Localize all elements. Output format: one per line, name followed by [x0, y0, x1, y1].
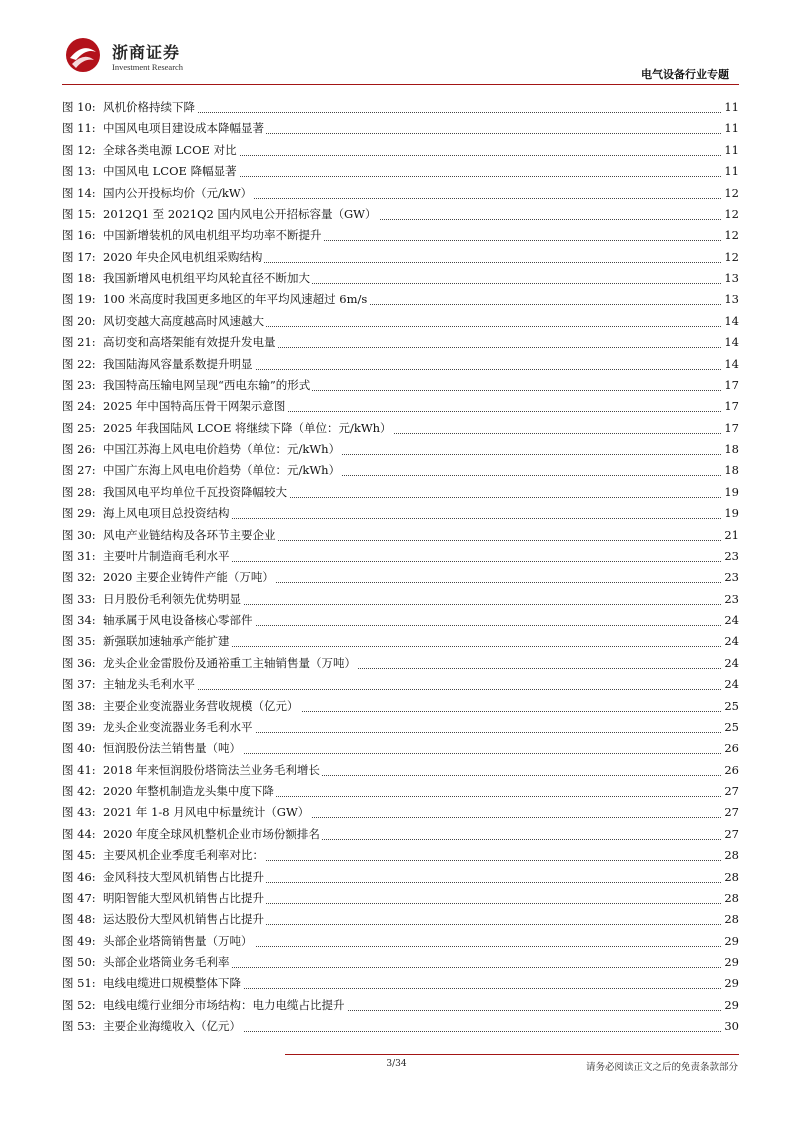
toc-page-number: 19: [722, 482, 739, 503]
toc-figure-label: 图 22:: [62, 356, 96, 371]
toc-page-number: 14: [722, 311, 739, 332]
toc-entry[interactable]: [62, 289, 739, 310]
toc-entry[interactable]: [62, 717, 739, 738]
toc-figure-title: 2020 年央企风电机组采购结构: [103, 247, 264, 268]
toc-page-number: 19: [722, 503, 739, 524]
toc-figure-label: 图 50:: [62, 955, 96, 969]
toc-page-number: 18: [722, 439, 739, 460]
toc-figure-label: 图 53:: [62, 1019, 96, 1034]
toc-figure-title: 中国广东海上风电电价趋势（单位：元/kWh）: [103, 460, 342, 481]
toc-entry[interactable]: [62, 802, 739, 823]
toc-page-number: 29: [722, 995, 739, 1016]
toc-page-number: 23: [722, 546, 739, 567]
toc-page-number: 14: [722, 354, 739, 375]
toc-figure-label: 图 17:: [62, 249, 96, 264]
toc-page-number: 11: [722, 118, 739, 139]
toc-figure-title: 海上风电项目总投资结构: [103, 503, 232, 524]
toc-figure-label: 图 39:: [62, 719, 96, 734]
toc-figure-title: 新强联加速轴承产能扩建: [103, 631, 232, 652]
toc-page-number: 18: [722, 460, 739, 481]
toc-figure-title: 中国风电 LCOE 降幅显著: [103, 161, 239, 182]
toc-figure-title: 2018 年来恒润股份塔筒法兰业务毛利增长: [103, 760, 322, 781]
toc-entry[interactable]: [62, 589, 739, 610]
toc-figure-title: 明阳智能大型风机销售占比提升: [103, 888, 266, 909]
toc-figure-title: 2025 年中国特高压骨干网架示意图: [103, 396, 287, 417]
toc-entry[interactable]: [62, 482, 739, 503]
toc-entry[interactable]: [62, 332, 739, 353]
toc-figure-title: 我国陆海风容量系数提升明显: [103, 354, 255, 375]
toc-entry[interactable]: [62, 824, 739, 845]
toc-figure-label: 图 29:: [62, 506, 96, 521]
toc-page-number: 23: [722, 589, 739, 610]
toc-figure-title: 全球各类电源 LCOE 对比: [103, 140, 239, 161]
toc-entry[interactable]: [62, 439, 739, 460]
company-name: 浙商证券: [112, 43, 181, 62]
toc-page-number: 28: [722, 867, 739, 888]
toc-figure-title: 日月股份毛利领先优势明显: [103, 589, 243, 610]
toc-figure-title: 主要风机企业季度毛利率对比：: [103, 845, 266, 866]
toc-figure-label: 图 52:: [62, 997, 96, 1012]
toc-figure-title: 主要企业海缆收入（亿元）: [103, 1016, 243, 1037]
disclaimer-text: 请务必阅读正文之后的免责条款部分: [585, 1062, 738, 1073]
document-title: 电气设备行业专题: [641, 68, 729, 81]
toc-page-number: 27: [722, 802, 739, 823]
toc-page-number: 25: [722, 696, 739, 717]
header-divider: [62, 84, 739, 85]
toc-figure-label: 图 15:: [62, 206, 96, 221]
toc-entry[interactable]: [62, 781, 739, 802]
toc-figure-label: 图 48:: [62, 912, 96, 927]
toc-page-number: 29: [722, 952, 739, 973]
toc-figure-title: 2020 主要企业铸件产能（万吨）: [103, 567, 276, 588]
toc-entry[interactable]: [62, 696, 739, 717]
toc-page-number: 27: [722, 781, 739, 802]
toc-figure-label: 图 35:: [62, 634, 96, 649]
toc-figure-title: 风电产业链结构及各环节主要企业: [103, 525, 278, 546]
toc-page-number: 12: [722, 247, 739, 268]
toc-entry[interactable]: [62, 653, 739, 674]
toc-entry[interactable]: [62, 183, 739, 204]
toc-figure-label: 图 19:: [62, 292, 96, 307]
toc-page-number: 24: [722, 610, 739, 631]
toc-figure-label: 图 34:: [62, 613, 96, 627]
toc-figure-title: 头部企业塔筒业务毛利率: [103, 952, 232, 973]
toc-figure-title: 主轴龙头毛利水平: [103, 674, 197, 695]
toc-figure-title: 轴承属于风电设备核心零部件: [103, 610, 255, 631]
toc-figure-label: 图 37:: [62, 677, 96, 692]
toc-entry[interactable]: [62, 546, 739, 567]
toc-figure-label: 图 30:: [62, 527, 96, 542]
toc-page-number: 12: [722, 225, 739, 246]
toc-entry[interactable]: [62, 760, 739, 781]
toc-page-number: 28: [722, 909, 739, 930]
toc-entry[interactable]: [62, 247, 739, 268]
toc-figure-title: 龙头企业变流器业务毛利水平: [103, 717, 255, 738]
toc-figure-title: 2012Q1 至 2021Q2 国内风电公开招标容量（GW）: [103, 204, 379, 225]
toc-figure-title: 2020 年度全球风机整机企业市场份额排名: [103, 824, 322, 845]
toc-figure-title: 100 米高度时我国更多地区的年平均风速超过 6m/s: [103, 289, 369, 310]
footer-divider: [285, 1054, 739, 1055]
toc-page-number: 24: [722, 631, 739, 652]
toc-figure-title: 龙头企业金雷股份及通裕重工主轴销售量（万吨）: [103, 653, 358, 674]
toc-figure-title: 风切变越大高度越高时风速越大: [103, 311, 266, 332]
toc-figure-title: 中国风电项目建设成本降幅显著: [103, 118, 266, 139]
toc-entry[interactable]: [62, 118, 739, 139]
toc-page-number: 27: [722, 824, 739, 845]
toc-figure-label: 图 49:: [62, 933, 96, 948]
toc-figure-title: 国内公开投标均价（元/kW）: [103, 183, 254, 204]
toc-page-number: 30: [722, 1016, 739, 1037]
toc-figure-title: 风机价格持续下降: [103, 97, 197, 118]
toc-figure-label: 图 41:: [62, 762, 96, 777]
company-subtitle: Investment Research: [112, 62, 184, 72]
toc-figure-label: 图 26:: [62, 442, 96, 456]
toc-figure-label: 图 43:: [62, 805, 96, 820]
toc-entry[interactable]: [62, 631, 739, 652]
toc-figure-label: 图 45:: [62, 848, 96, 863]
toc-figure-label: 图 31:: [62, 548, 96, 563]
toc-entry[interactable]: [62, 311, 739, 332]
toc-figure-title: 头部企业塔筒销售量（万吨）: [103, 931, 255, 952]
toc-figure-title: 运达股份大型风机销售占比提升: [103, 909, 266, 930]
toc-figure-label: 图 24:: [62, 399, 96, 414]
toc-entry[interactable]: [62, 973, 739, 994]
toc-entry[interactable]: [62, 204, 739, 225]
toc-figure-label: 图 23:: [62, 377, 96, 392]
toc-figure-label: 图 40:: [62, 741, 96, 756]
toc-entry[interactable]: [62, 418, 739, 439]
toc-figure-label: 图 32:: [62, 570, 96, 585]
toc-page-number: 24: [722, 674, 739, 695]
toc-figure-title: 主要叶片制造商毛利水平: [103, 546, 232, 567]
toc-figure-label: 图 18:: [62, 271, 96, 285]
toc-page-number: 23: [722, 567, 739, 588]
toc-entry[interactable]: [62, 140, 739, 161]
toc-figure-title: 我国新增风电机组平均风轮直径不断加大: [103, 268, 312, 289]
toc-page-number: 29: [722, 931, 739, 952]
toc-figure-label: 图 46:: [62, 869, 96, 884]
toc-entry[interactable]: [62, 995, 739, 1016]
toc-figure-label: 图 27:: [62, 463, 96, 478]
toc-figure-label: 图 44:: [62, 826, 96, 841]
toc-figure-title: 2020 年整机制造龙头集中度下降: [103, 781, 276, 802]
toc-figure-title: 中国江苏海上风电电价趋势（单位：元/kWh）: [103, 439, 342, 460]
toc-entry[interactable]: [62, 845, 739, 866]
toc-entry[interactable]: [62, 396, 739, 417]
toc-entry[interactable]: [62, 867, 739, 888]
toc-figure-label: 图 16:: [62, 228, 96, 243]
toc-entry[interactable]: [62, 460, 739, 481]
toc-figure-label: 图 25:: [62, 420, 96, 435]
toc-figure-label: 图 12:: [62, 142, 96, 157]
toc-figure-title: 电线电缆进口规模整体下降: [103, 973, 243, 994]
toc-entry[interactable]: [62, 97, 739, 118]
toc-entry[interactable]: [62, 1016, 739, 1037]
toc-entry[interactable]: [62, 225, 739, 246]
toc-figure-title: 我国风电平均单位千瓦投资降幅较大: [103, 482, 289, 503]
toc-page-number: 25: [722, 717, 739, 738]
toc-page-number: 11: [722, 97, 739, 118]
toc-figure-title: 金风科技大型风机销售占比提升: [103, 867, 266, 888]
toc-figure-label: 图 13:: [62, 164, 96, 179]
toc-figure-title: 我国特高压输电网呈现“西电东输”的形式: [103, 375, 312, 396]
toc-page-number: 24: [722, 653, 739, 674]
toc-figure-label: 图 38:: [62, 698, 96, 713]
toc-page-number: 26: [722, 738, 739, 759]
toc-figure-label: 图 42:: [62, 784, 96, 798]
toc-page-number: 17: [722, 375, 739, 396]
toc-page-number: 11: [722, 161, 739, 182]
toc-figure-label: 图 14:: [62, 185, 96, 200]
toc-entry[interactable]: [62, 610, 739, 631]
toc-page-number: 21: [722, 525, 739, 546]
toc-page-number: 13: [722, 268, 739, 289]
toc-entry[interactable]: [62, 503, 739, 524]
toc-entry[interactable]: [62, 674, 739, 695]
toc-figure-label: 图 20:: [62, 313, 96, 328]
toc-figure-title: 中国新增装机的风电机组平均功率不断提升: [103, 225, 324, 246]
toc-page-number: 14: [722, 332, 739, 353]
company-logo-icon: [62, 36, 104, 74]
page-number: 3/34: [386, 1059, 407, 1069]
toc-entry[interactable]: [62, 952, 739, 973]
toc-page-number: 12: [722, 204, 739, 225]
toc-entry[interactable]: [62, 888, 739, 909]
toc-figure-title: 2021 年 1-8 月风电中标量统计（GW）: [103, 802, 311, 823]
toc-entry[interactable]: [62, 909, 739, 930]
toc-figure-label: 图 10:: [62, 100, 96, 114]
toc-entry[interactable]: [62, 567, 739, 588]
toc-page-number: 17: [722, 396, 739, 417]
figure-list: [62, 97, 739, 1038]
toc-entry[interactable]: [62, 525, 739, 546]
toc-page-number: 13: [722, 289, 739, 310]
toc-entry[interactable]: [62, 268, 739, 289]
toc-page-number: 28: [722, 845, 739, 866]
toc-page-number: 28: [722, 888, 739, 909]
toc-figure-label: 图 21:: [62, 335, 96, 350]
toc-page-number: 11: [722, 140, 739, 161]
toc-figure-label: 图 33:: [62, 591, 96, 606]
toc-figure-title: 高切变和高塔架能有效提升发电量: [103, 332, 278, 353]
toc-figure-label: 图 47:: [62, 890, 96, 905]
toc-entry[interactable]: [62, 354, 739, 375]
toc-page-number: 26: [722, 760, 739, 781]
toc-figure-title: 主要企业变流器业务营收规模（亿元）: [103, 696, 301, 717]
toc-figure-label: 图 11:: [62, 121, 96, 136]
toc-entry[interactable]: [62, 738, 739, 759]
toc-entry[interactable]: [62, 375, 739, 396]
toc-page-number: 12: [722, 183, 739, 204]
toc-entry[interactable]: [62, 161, 739, 182]
toc-figure-label: 图 28:: [62, 484, 96, 499]
toc-figure-title: 电线电缆行业细分市场结构：电力电缆占比提升: [103, 995, 347, 1016]
toc-page-number: 29: [722, 973, 739, 994]
page-header: [0, 0, 793, 90]
toc-page-number: 17: [722, 418, 739, 439]
toc-figure-title: 2025 年我国陆风 LCOE 将继续下降（单位：元/kWh）: [103, 418, 394, 439]
toc-figure-label: 图 51:: [62, 976, 96, 991]
toc-figure-label: 图 36:: [62, 655, 96, 670]
toc-entry[interactable]: [62, 931, 739, 952]
toc-figure-title: 恒润股份法兰销售量（吨）: [103, 738, 243, 759]
